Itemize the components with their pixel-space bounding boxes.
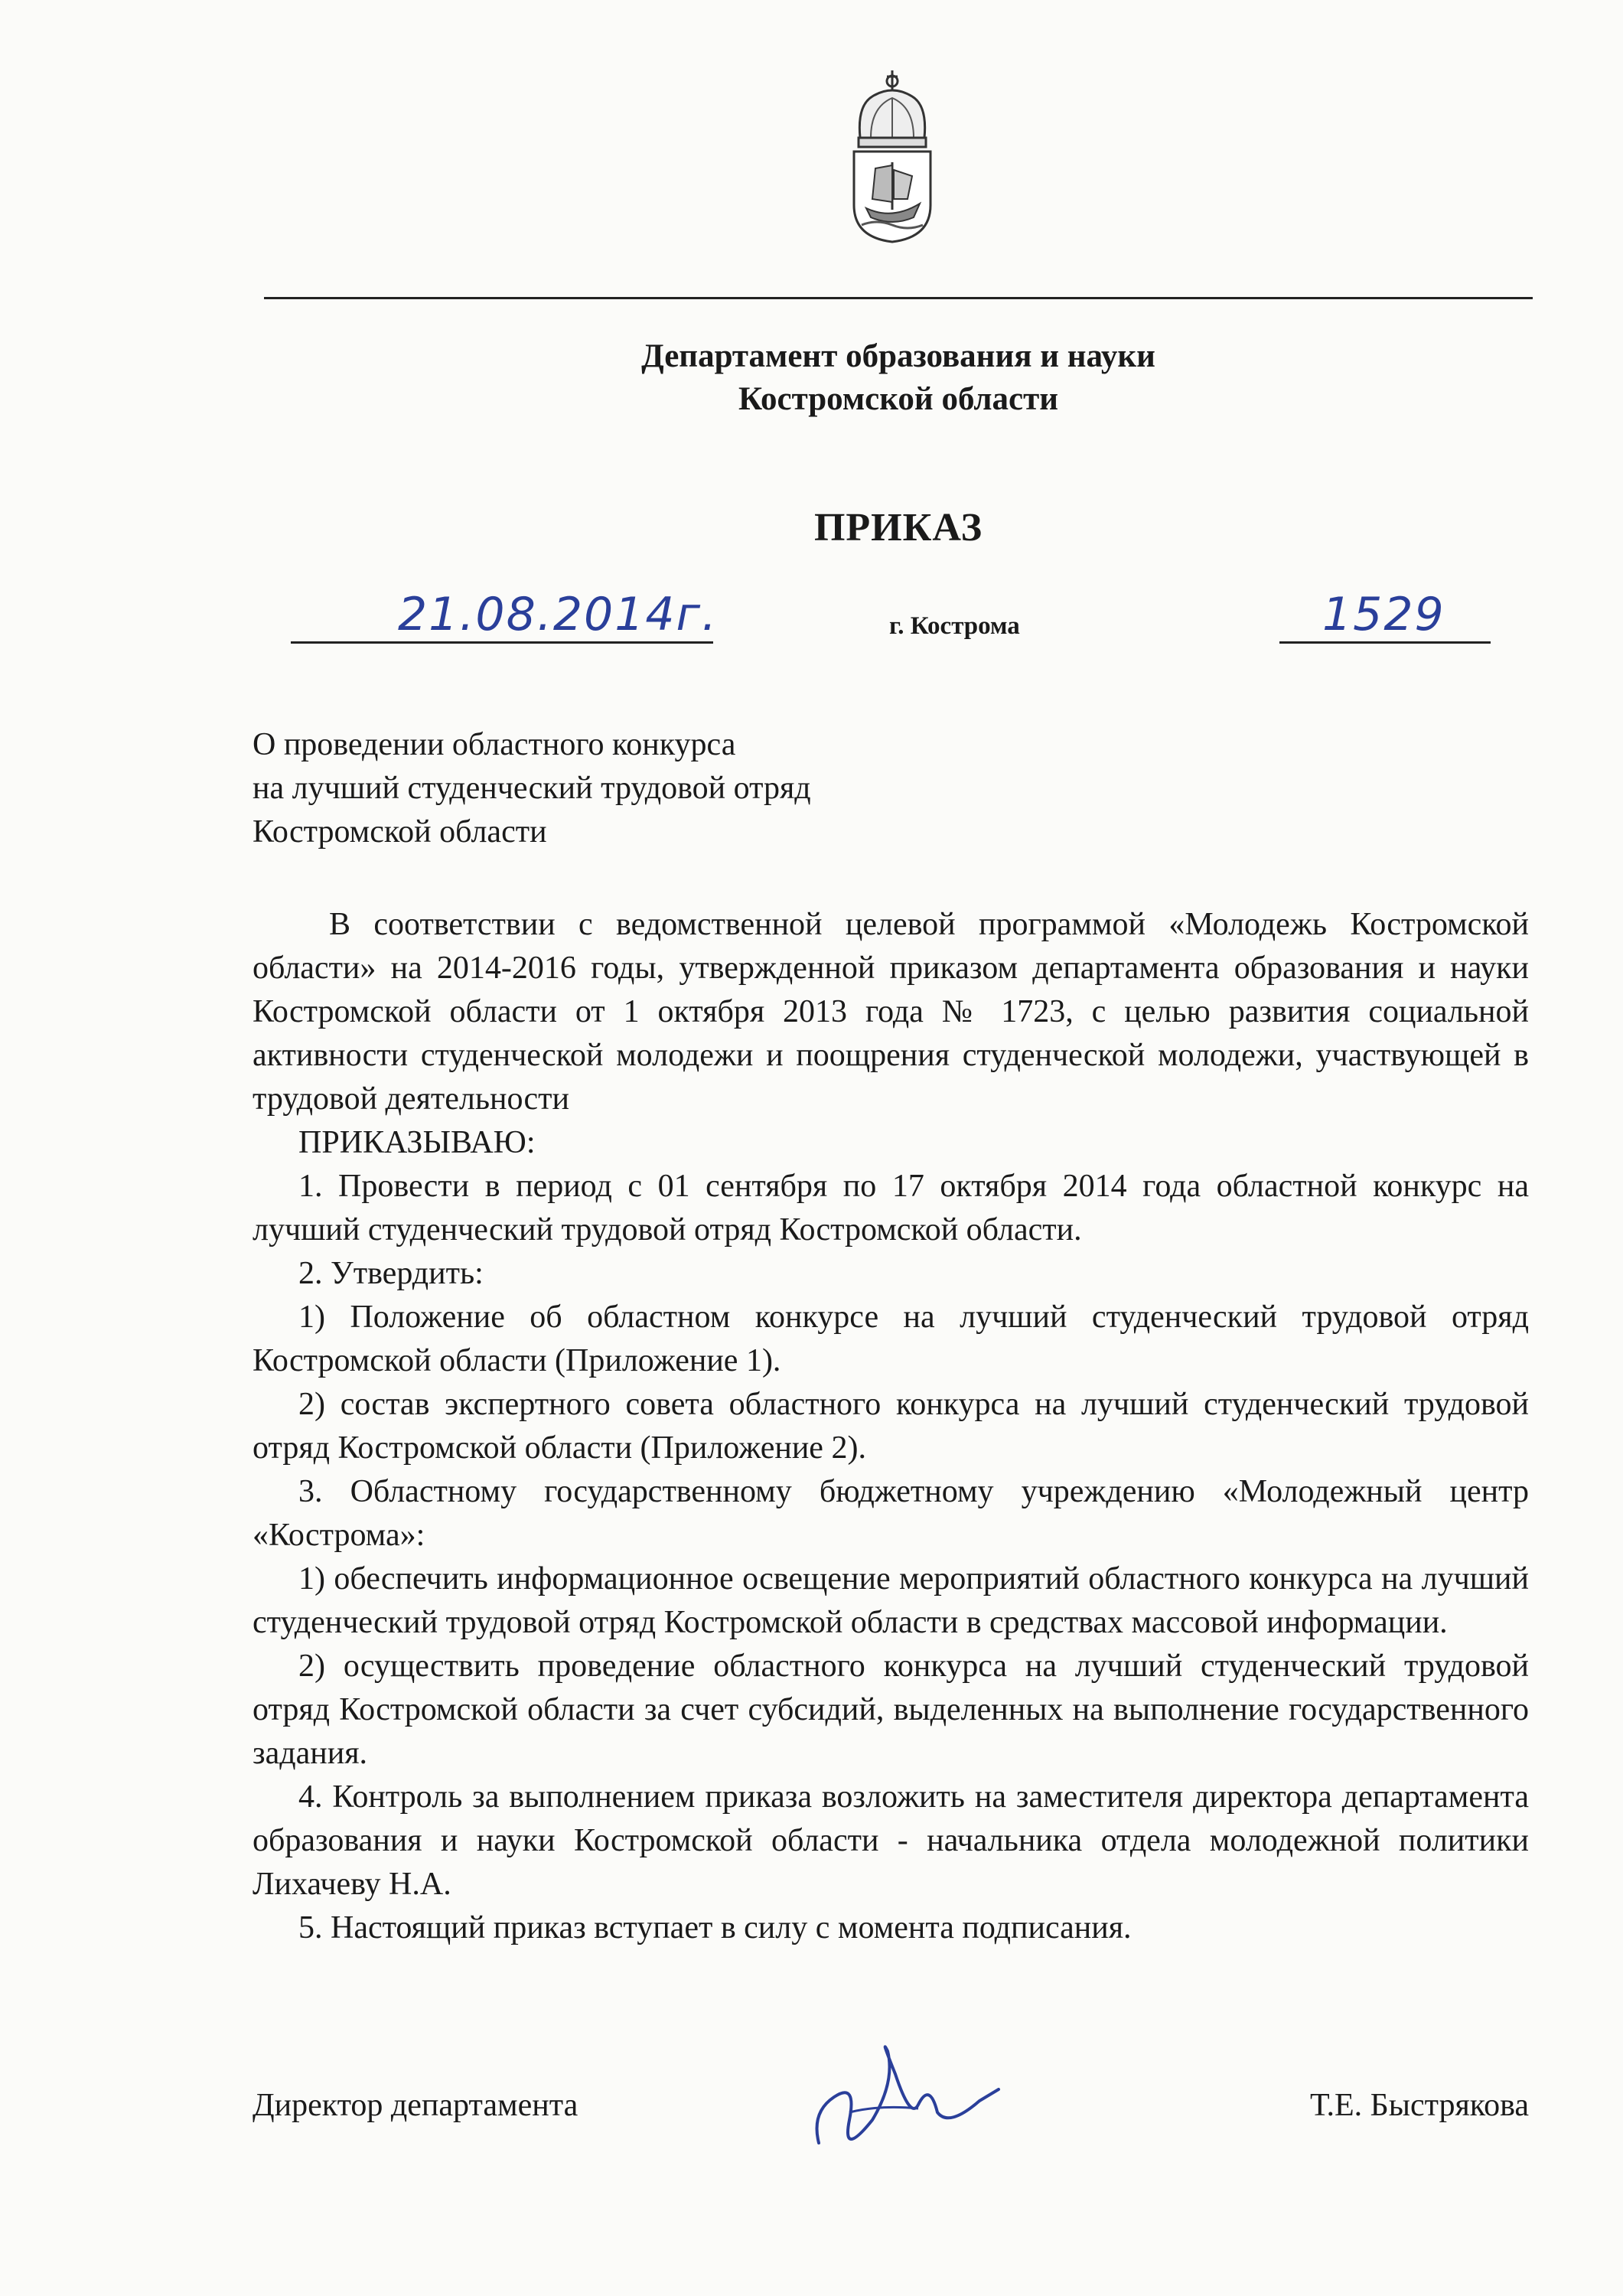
handwritten-date: 21.08.2014г. [398,588,719,641]
header-rule [264,297,1533,299]
number-underline [1279,641,1491,644]
order-body [253,903,1529,1950]
organization-name [264,335,1533,421]
subject-line: Костромской области [253,814,547,850]
org-line-1: Департамент образования и науки [641,338,1155,374]
date-underline [291,641,713,644]
city-label: г. Кострома [889,612,1020,640]
order-item: 5. Настоящий приказ вступает в силу с момента подписания. [298,1910,1132,1945]
order-item: 1) Положение об областном конкурсе на лучший студенческий трудовой отряд Костромской области (Приложение 1). [253,1300,1529,1378]
org-line-2: Костромской области [738,381,1058,417]
subject-line: на лучший студенческий трудовой отряд [253,771,811,806]
order-item: 1) обеспечить информационное освещение мероприятий областного конкурса на лучший студенческий трудовой отряд Костромской области в средствах массовой информации. [253,1561,1529,1640]
order-item: 2) состав экспертного совета областного конкурса на лучший студенческий трудовой отряд Костромской области (Приложение 2). [253,1387,1529,1466]
order-item: 1. Провести в период с 01 сентября по 17 октября 2014 года областной конкурс на лучший студенческий трудовой отряд Костромской области. [253,1169,1529,1247]
order-item: 2) осуществить проведение областного конкурса на лучший студенческий трудовой отряд Костромской области за счет субсидий, выделенных на выполнение государственного задания. [253,1649,1529,1771]
signatory-position: Директор департамента [253,2088,578,2123]
order-directive: ПРИКАЗЫВАЮ: [298,1125,536,1160]
subject-line: О проведении областного конкурса [253,727,736,762]
coat-of-arms-emblem [849,67,935,245]
handwritten-order-number: 1529 [1322,588,1445,641]
order-item: 4. Контроль за выполнением приказа возложить на заместителя директора департамента образования и науки Костромской области - начальника отдела молодежной политики Лихачеву Н.А. [253,1779,1529,1902]
preamble-paragraph: В соответствии с ведомственной целевой программой «Молодежь Костромской области» на 2014-2016 годы, утвержденной приказом департамента образования и науки Костромской области от 1 октября 2013 года № 1723, с целью развития социальной активности студенческой молодежи и поощрения студенческой молодежи, участвующей в трудовой деятельности [253,907,1529,1117]
handwritten-signature [803,2028,1018,2166]
order-item: 3. Областному государственному бюджетному учреждению «Молодежный центр «Кострома»: [253,1474,1529,1553]
document-type-title: ПРИКАЗ [813,506,983,550]
order-subject [253,723,811,854]
signatory-name: Т.Е. Быстрякова [1310,2088,1529,2123]
order-item: 2. Утвердить: [298,1256,484,1291]
